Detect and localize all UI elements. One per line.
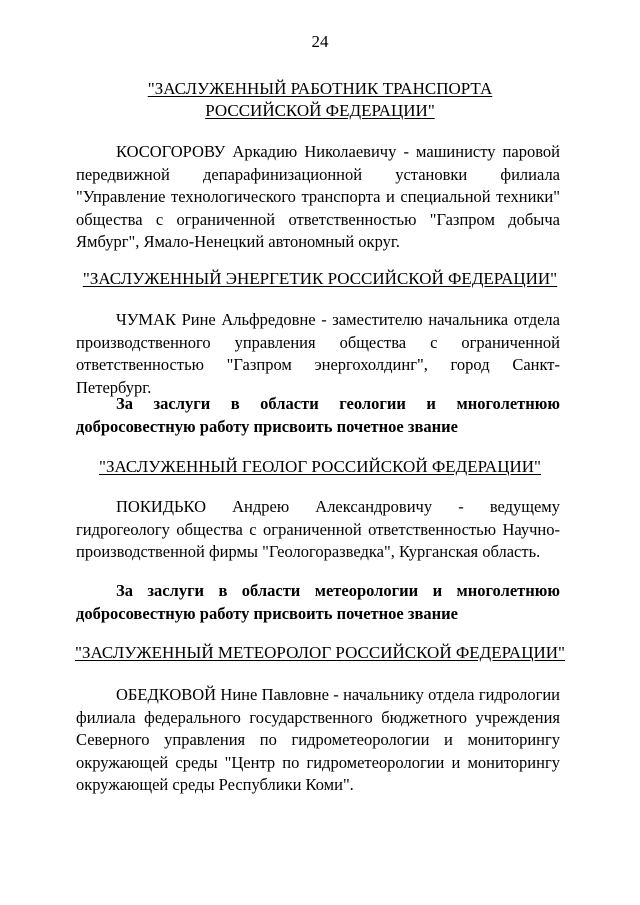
page-number: 24 bbox=[311, 32, 329, 51]
title-geology-text: "ЗАСЛУЖЕННЫЙ ГЕОЛОГ РОССИЙСКОЙ ФЕДЕРАЦИИ" bbox=[99, 457, 541, 476]
title-transport bbox=[0, 78, 640, 122]
title-energy-text: "ЗАСЛУЖЕННЫЙ ЭНЕРГЕТИК РОССИЙСКОЙ ФЕДЕРАЦИИ" bbox=[82, 269, 558, 288]
award-geology: ПОКИДЬКО Андрею Александровичу - ведущему гидрогеологу общества с ограниченной ответственностью Научно-производственной фирмы "Геологоразведка", Курганская область. bbox=[76, 497, 560, 561]
title-transport-line1: "ЗАСЛУЖЕННЫЙ РАБОТНИК ТРАНСПОРТА bbox=[147, 79, 493, 98]
award-energy: ЧУМАК Рине Альфредовне - заместителю начальника отдела производственного управления общества с ограниченной ответственностью "Газпром энергохолдинг", город Санкт-Петербург. bbox=[76, 310, 560, 397]
title-meteorology-text: "ЗАСЛУЖЕННЫЙ МЕТЕОРОЛОГ РОССИЙСКОЙ ФЕДЕРАЦИИ" bbox=[75, 643, 565, 662]
title-geology bbox=[0, 456, 640, 478]
award-transport: КОСОГОРОВУ Аркадию Николаевичу - машинисту паровой передвижной депарафинизационной установки филиала "Управление технологического транспорта и специальной техники" общества с ограниченной ответственностью "Газпром добыча Ямбург", Ямало-Ненецкий автономный округ. bbox=[76, 142, 560, 251]
intro-meteorology: За заслуги в области метеорологии и многолетнюю добросовестную работу присвоить почетное звание bbox=[76, 581, 560, 623]
intro-geology: За заслуги в области геологии и многолетнюю добросовестную работу присвоить почетное звание bbox=[76, 394, 560, 436]
title-meteorology bbox=[0, 642, 640, 664]
title-transport-line2: РОССИЙСКОЙ ФЕДЕРАЦИИ" bbox=[205, 101, 435, 120]
award-meteorology: ОБЕДКОВОЙ Нине Павловне - начальнику отдела гидрологии филиала федерального государственного бюджетного учреждения Северного управления по гидрометеорологии и мониторингу окружающей среды "Центр по гидрометеорологии и мониторингу окружающей среды Республики Коми". bbox=[76, 685, 560, 794]
title-energy bbox=[0, 268, 640, 290]
